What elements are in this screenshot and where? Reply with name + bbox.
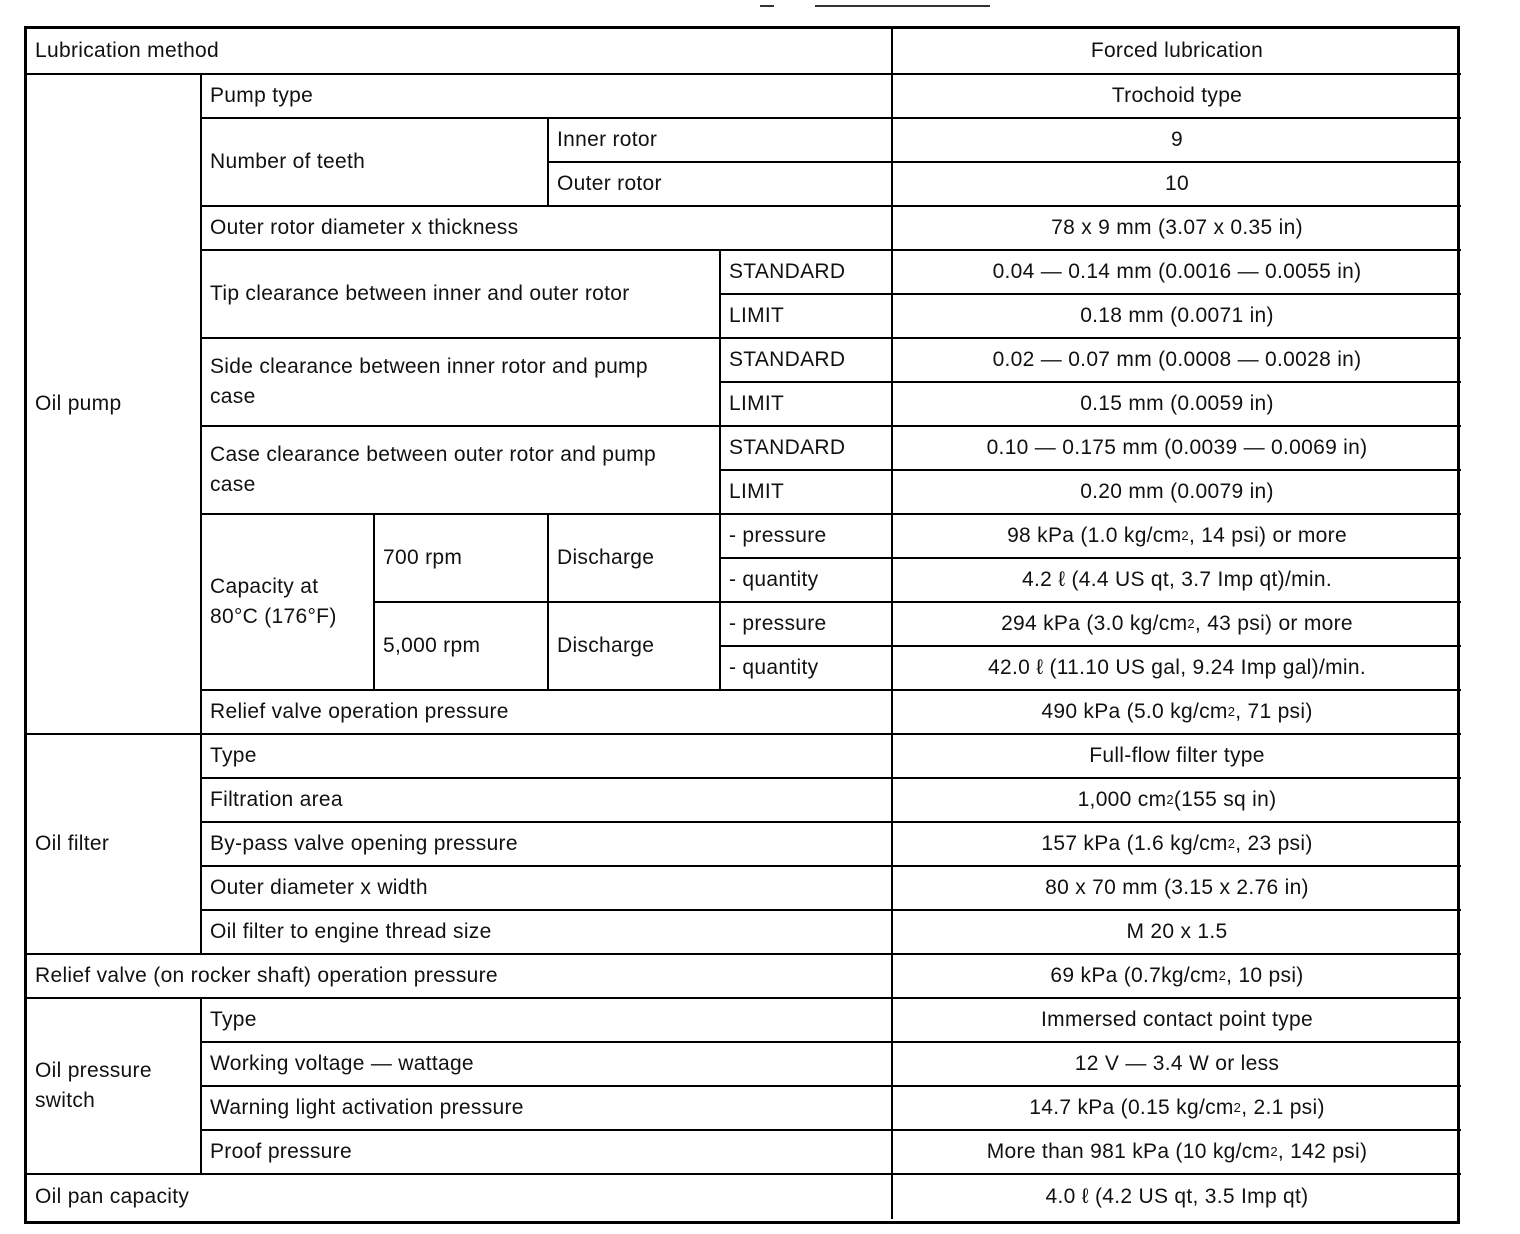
value-switch-type: Immersed contact point type	[893, 999, 1461, 1043]
row-label-filter-dims: Outer diameter x width	[202, 867, 893, 911]
row-label-outer-rotor-dims: Outer rotor diameter x thickness	[202, 207, 893, 251]
row-label-lubrication-method: Lubrication method	[27, 29, 893, 75]
sub-label-quantity: - quantity	[721, 647, 893, 691]
row-label-rocker-relief: Relief valve (on rocker shaft) operation pressure	[27, 955, 893, 999]
group-label-oil-pump: Oil pump	[27, 75, 202, 735]
sub-label-quantity: - quantity	[721, 559, 893, 603]
value-side-clearance-limit: 0.15 mm (0.0059 in)	[893, 383, 1461, 427]
value-filter-type: Full-flow filter type	[893, 735, 1461, 779]
value-lubrication-method: Forced lubrication	[893, 29, 1461, 75]
header-rule-fragment	[760, 5, 774, 7]
sub-label-5000-rpm: 5,000 rpm	[375, 603, 549, 691]
value-bypass-valve: 157 kPa (1.6 kg/cm 2 , 23 psi)	[893, 823, 1461, 867]
value-5000rpm-quantity: 42.0 ℓ (11.10 US gal, 9.24 Imp gal)/min.	[893, 647, 1461, 691]
value-outer-rotor-teeth: 10	[893, 163, 1461, 207]
sub-label-outer-rotor: Outer rotor	[549, 163, 893, 207]
value-oil-pan: 4.0 ℓ (4.2 US qt, 3.5 Imp qt)	[1045, 1185, 1309, 1208]
value-thread-size: M 20 x 1.5	[893, 911, 1461, 955]
value-proof-pressure: More than 981 kPa (10 kg/cm 2 , 142 psi)	[893, 1131, 1461, 1175]
sub-label-standard: STANDARD	[721, 427, 893, 471]
value-working-voltage: 12 V — 3.4 W or less	[893, 1043, 1461, 1087]
row-label-filtration-area: Filtration area	[202, 779, 893, 823]
sub-label-limit: LIMIT	[721, 471, 893, 515]
value-outer-rotor-dims: 78 x 9 mm (3.07 x 0.35 in)	[893, 207, 1461, 251]
row-label-number-of-teeth: Number of teeth	[202, 119, 549, 207]
row-label-bypass-valve: By-pass valve opening pressure	[202, 823, 893, 867]
sub-label-discharge: Discharge	[549, 603, 721, 691]
row-label-relief-valve: Relief valve operation pressure	[202, 691, 893, 735]
sub-label-discharge: Discharge	[549, 515, 721, 603]
row-label-tip-clearance: Tip clearance between inner and outer rotor	[202, 251, 721, 339]
row-label-working-voltage: Working voltage — wattage	[202, 1043, 893, 1087]
row-label-pump-type: Pump type	[202, 75, 893, 119]
row-label-warning-light: Warning light activation pressure	[202, 1087, 893, 1131]
group-label-oil-pressure-switch: Oil pressure switch	[27, 999, 202, 1175]
lubrication-spec-table	[24, 26, 1460, 1224]
value-case-clearance-limit: 0.20 mm (0.0079 in)	[893, 471, 1461, 515]
value-tip-clearance-standard: 0.04 — 0.14 mm (0.0016 — 0.0055 in)	[893, 251, 1461, 295]
group-label-oil-filter: Oil filter	[27, 735, 202, 955]
row-label-proof-pressure: Proof pressure	[202, 1131, 893, 1175]
value-700rpm-pressure: 98 kPa (1.0 kg/cm 2 , 14 psi) or more	[893, 515, 1461, 559]
value-warning-light: 14.7 kPa (0.15 kg/cm 2 , 2.1 psi)	[893, 1087, 1461, 1131]
sub-label-700-rpm: 700 rpm	[375, 515, 549, 603]
sub-label-pressure: - pressure	[721, 603, 893, 647]
value-pump-type: Trochoid type	[893, 75, 1461, 119]
row-label-filter-type: Type	[202, 735, 893, 779]
sub-label-limit: LIMIT	[721, 295, 893, 339]
header-rule-fragment	[815, 5, 990, 7]
row-label-capacity: Capacity at 80°C (176°F)	[202, 515, 375, 691]
value-filter-dims: 80 x 70 mm (3.15 x 2.76 in)	[893, 867, 1461, 911]
sub-label-pressure: - pressure	[721, 515, 893, 559]
value-side-clearance-standard: 0.02 — 0.07 mm (0.0008 — 0.0028 in)	[893, 339, 1461, 383]
value-tip-clearance-limit: 0.18 mm (0.0071 in)	[893, 295, 1461, 339]
sub-label-limit: LIMIT	[721, 383, 893, 427]
row-label-oil-pan: Oil pan capacity	[27, 1175, 893, 1219]
sub-label-standard: STANDARD	[721, 251, 893, 295]
value-filtration-area: 1,000 cm 2 (155 sq in)	[893, 779, 1461, 823]
row-label-thread-size: Oil filter to engine thread size	[202, 911, 893, 955]
value-rocker-relief: 69 kPa (0.7kg/cm 2 , 10 psi)	[893, 955, 1461, 999]
value-case-clearance-standard: 0.10 — 0.175 mm (0.0039 — 0.0069 in)	[893, 427, 1461, 471]
sub-label-standard: STANDARD	[721, 339, 893, 383]
row-label-side-clearance: Side clearance between inner rotor and pump case	[202, 339, 721, 427]
row-label-case-clearance: Case clearance between outer rotor and pump case	[202, 427, 721, 515]
value-inner-rotor-teeth: 9	[893, 119, 1461, 163]
value-700rpm-quantity: 4.2 ℓ (4.4 US qt, 3.7 Imp qt)/min.	[893, 559, 1461, 603]
sub-label-inner-rotor: Inner rotor	[549, 119, 893, 163]
value-5000rpm-pressure: 294 kPa (3.0 kg/cm 2 , 43 psi) or more	[893, 603, 1461, 647]
row-label-switch-type: Type	[202, 999, 893, 1043]
value-relief-valve: 490 kPa (5.0 kg/cm 2 , 71 psi)	[893, 691, 1461, 735]
